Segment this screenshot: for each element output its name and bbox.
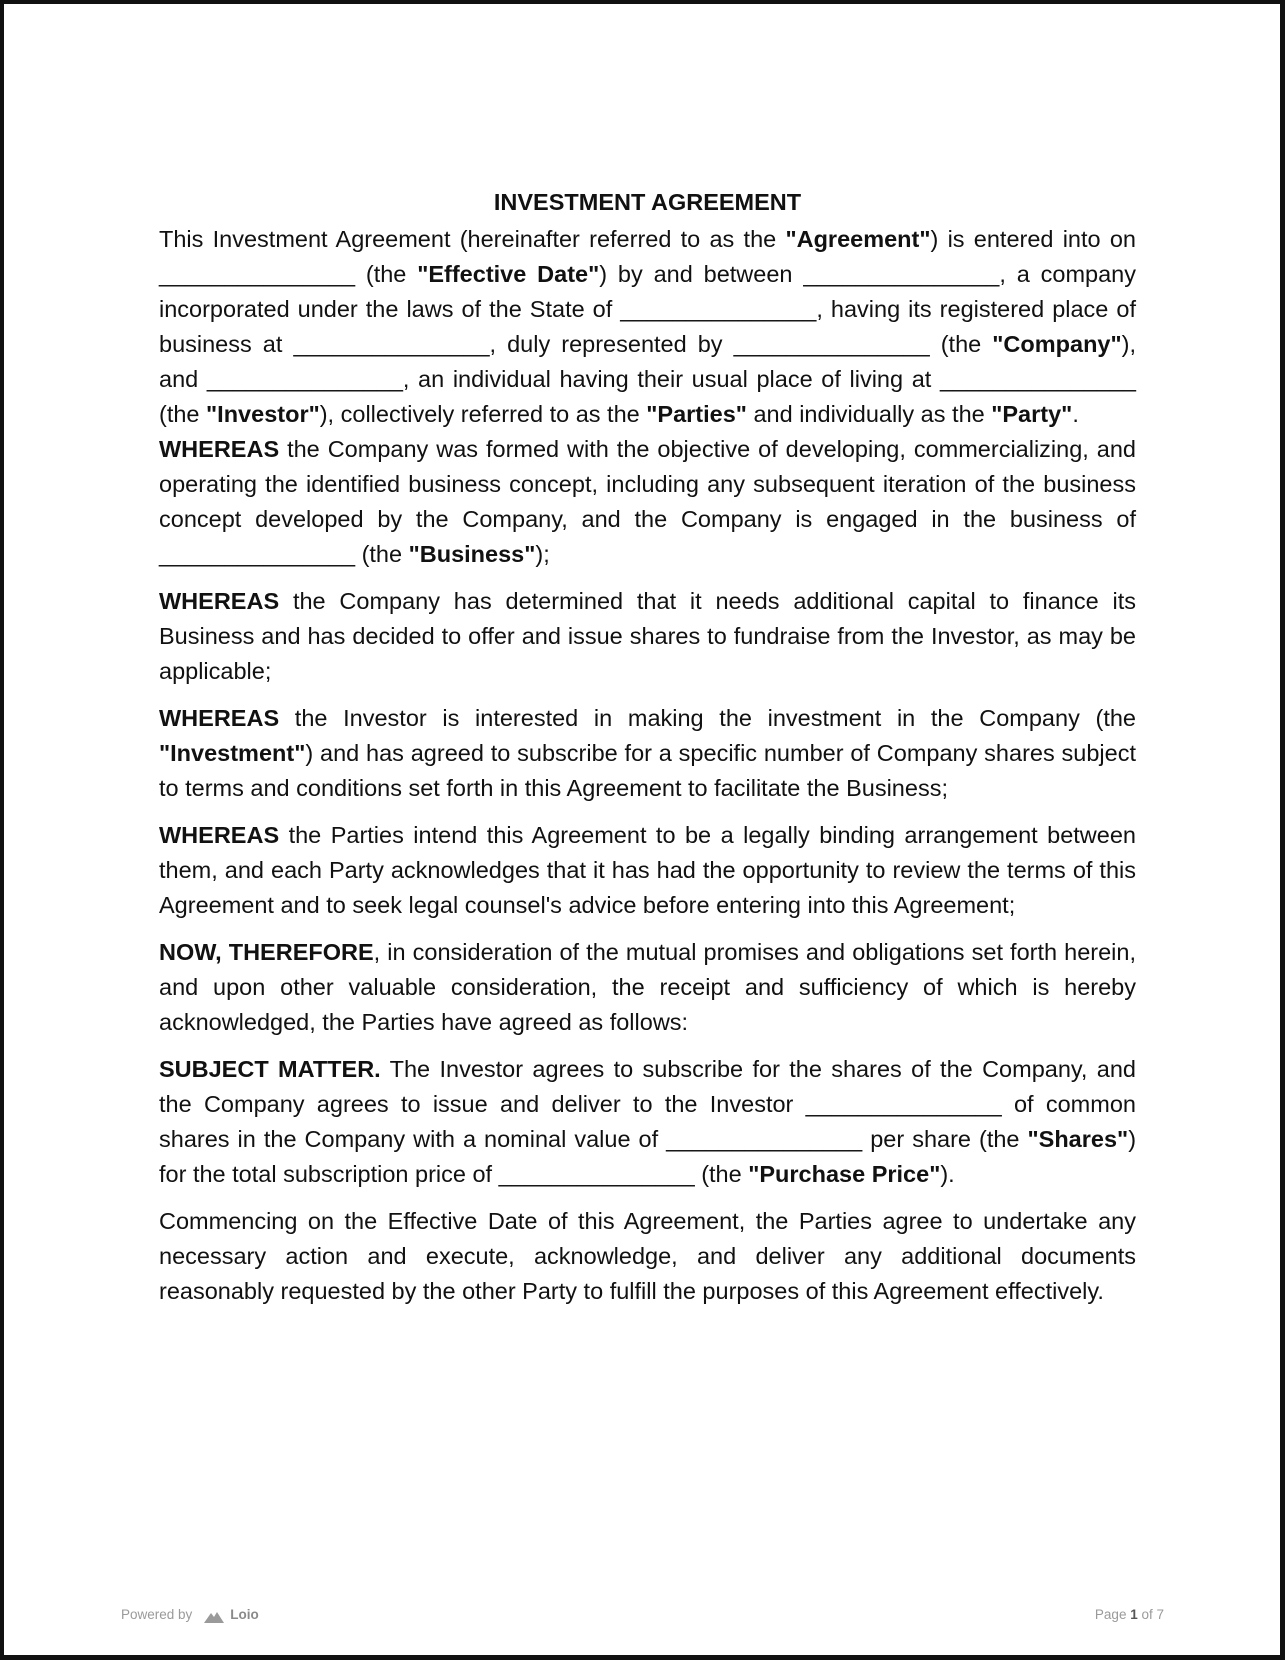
blank-field: _______________ [206,366,403,392]
blank-field: _______________ [733,331,930,357]
page-indicator: Page 1 of 7 [1094,1607,1164,1622]
intro-paragraph: This Investment Agreement (hereinafter referred to as the "Agreement") is entered into on _______________ (the "Effective Date") by and between _______________, a company incorporated under the laws of the State of _______________, having its registered place of business at _______________, duly represented by _______________ (the "Company"), and _______________, an individual having their usual place of living at _______________ (the "Investor"), collectively referred to as the "Parties" and individually as the "Party". [159,226,1136,427]
powered-by-label: Powered by [121,1607,193,1622]
blank-field: _______________ [159,541,356,567]
subject-matter-paragraph: SUBJECT MATTER. The Investor agrees to subscribe for the shares of the Company, and the Company agrees to issue and deliver to the Investor _______________ of common shares in the Company with a nominal value of _______________ per share (the "Shares") for the total subscription price of _______________ (the "Purchase Price"). [159,1056,1137,1187]
whereas-paragraph-2: WHEREAS the Company has determined that it needs additional capital to finance its Business and has decided to offer and issue shares to fundraise from the Investor, as may be applicable; [159,588,1136,684]
commencing-paragraph: Commencing on the Effective Date of this Agreement, the Parties agree to undertake any necessary action and execute, acknowledge, and deliver any additional documents reasonably requested by the other Party to fulfill the purposes of this Agreement effectively. [159,1208,1136,1304]
blank-field: _______________ [293,331,490,357]
now-therefore-paragraph: NOW, THEREFORE, in consideration of the mutual promises and obligations set forth herein, and upon other valuable consideration, the receipt and sufficiency of which is hereby acknowledged, the Parties have agreed as follows: [159,939,1136,1035]
loio-logo-icon [204,1609,224,1621]
document-body [159,187,1136,1309]
page-current: 1 [1130,1607,1138,1622]
blank-field: _______________ [666,1126,863,1152]
whereas-paragraph-3: WHEREAS the Investor is interested in making the investment in the Company (the "Investment") and has agreed to subscribe for a specific number of Company shares subject to terms and conditions set forth in this Agreement to facilitate the Business; [159,705,1136,801]
blank-field: _______________ [620,296,817,322]
blank-field: _______________ [939,366,1136,392]
blank-field: _______________ [803,261,1000,287]
blank-field: _______________ [159,261,356,287]
whereas-paragraph-4: WHEREAS the Parties intend this Agreement to be a legally binding arrangement between them, and each Party acknowledges that it has had the opportunity to review the terms of this Agreement and to seek legal counsel's advice before entering into this Agreement; [159,822,1136,918]
brand-name: Loio [230,1607,259,1622]
blank-field: _______________ [498,1161,695,1187]
whereas-paragraph-1: WHEREAS the Company was formed with the objective of developing, commercializing, and operating the identified business concept, including any subsequent iteration of the business concept developed by the Company, and the Company is engaged in the business of _______________ (the "Business"); [159,436,1136,567]
document-title: INVESTMENT AGREEMENT [493,189,802,215]
blank-field: _______________ [805,1091,1002,1117]
footer-powered-by [121,1605,259,1625]
